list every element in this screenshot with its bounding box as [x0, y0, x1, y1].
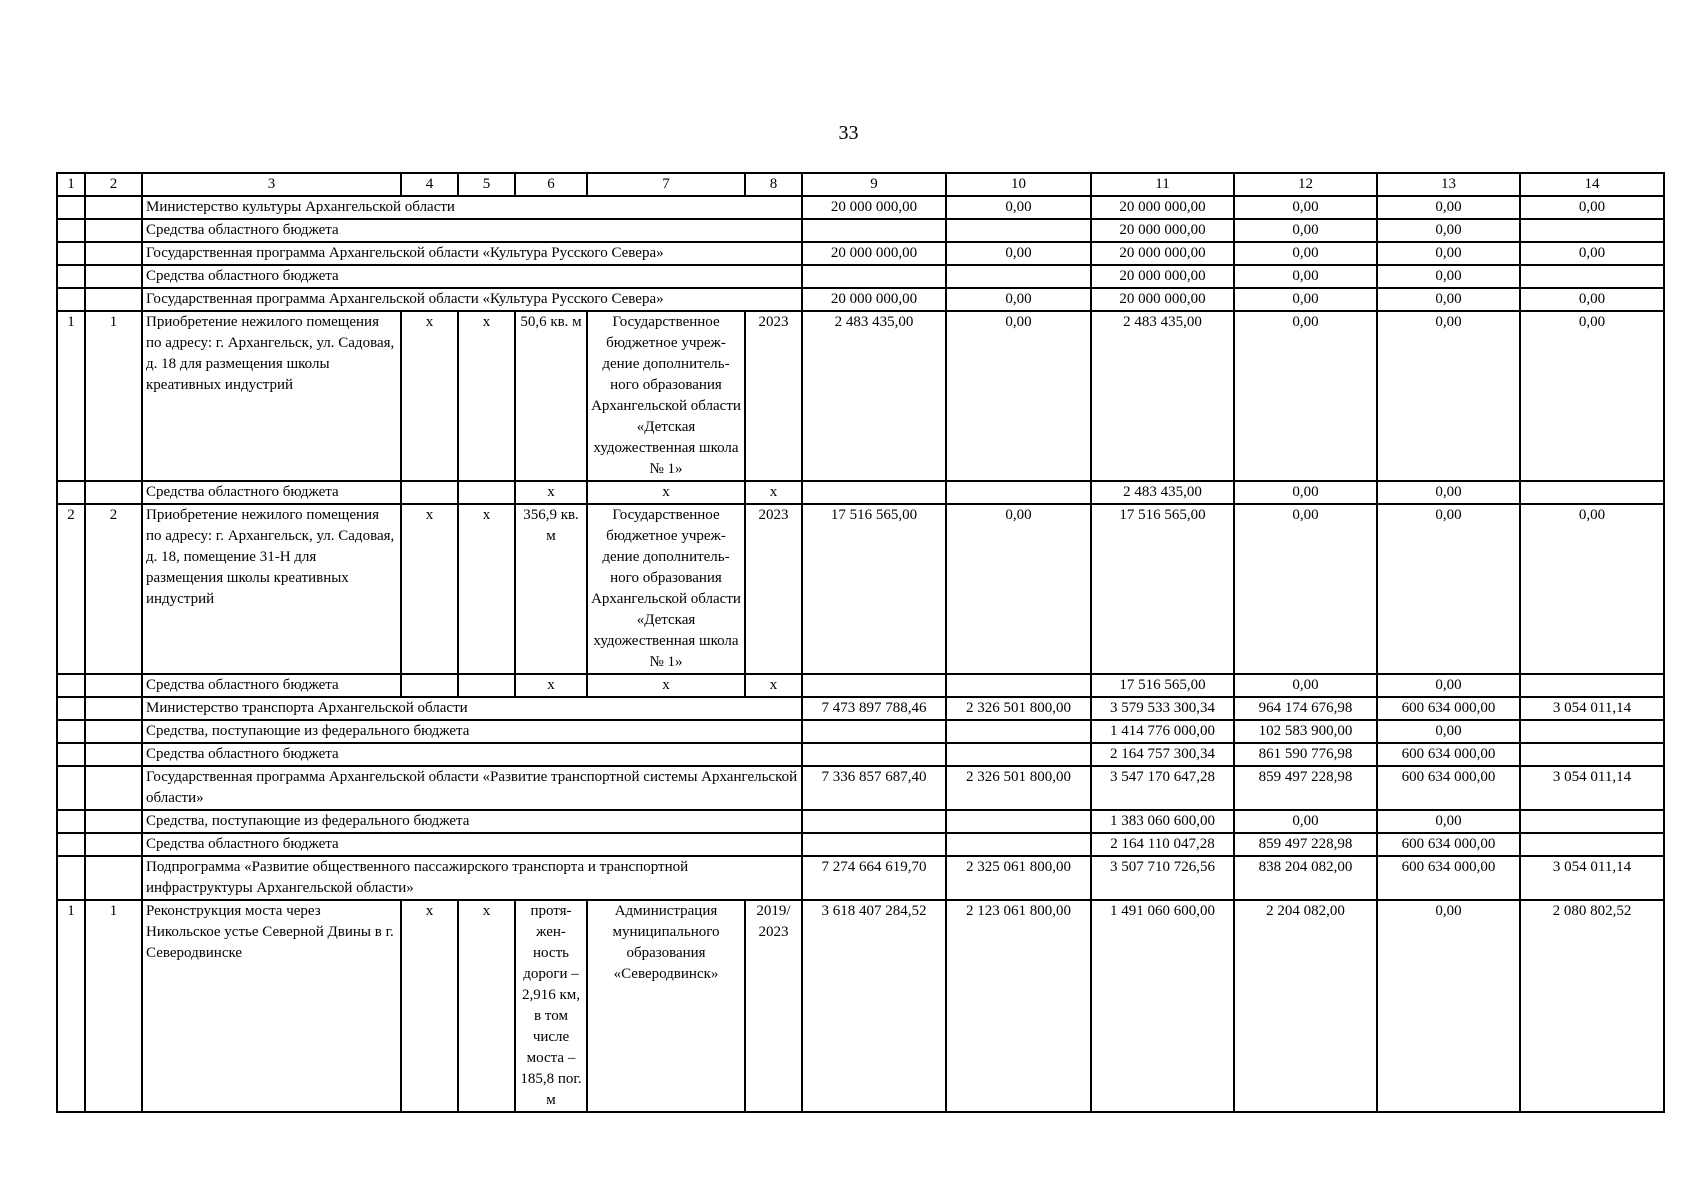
cell — [946, 833, 1091, 856]
cell-c13: 0,00 — [1377, 242, 1520, 265]
cell — [57, 766, 85, 810]
table-row — [57, 481, 1664, 504]
cell-c5: x — [458, 504, 515, 674]
cell-c13: 0,00 — [1377, 265, 1520, 288]
cell-c2: 1 — [85, 900, 142, 1112]
cell-c12: 0,00 — [1234, 481, 1377, 504]
col-header: 5 — [458, 173, 515, 196]
row-label: Государственная программа Архангельской области «Культура Русского Севера» — [142, 288, 802, 311]
cell-c3: Приобретение нежилого помещения по адресу: г. Архангельск, ул. Садовая, д. 18, помещение 31-Н для размещения школы креативных индустрий — [142, 504, 401, 674]
cell-c14: 3 054 011,14 — [1520, 697, 1664, 720]
cell — [57, 196, 85, 219]
cell-c10: 2 325 061 800,00 — [946, 856, 1091, 900]
cell-c12: 838 204 082,00 — [1234, 856, 1377, 900]
cell-c12: 0,00 — [1234, 674, 1377, 697]
col-header: 11 — [1091, 173, 1234, 196]
cell — [85, 810, 142, 833]
cell-c4: x — [401, 504, 458, 674]
row-label: Подпрограмма «Развитие общественного пассажирского транспорта и транспортной инфраструктуры Архангельской области» — [142, 856, 802, 900]
cell-c1: 1 — [57, 900, 85, 1112]
row-label: Средства областного бюджета — [142, 674, 401, 697]
cell-c6: 50,6 кв. м — [515, 311, 587, 481]
table-row — [57, 810, 1664, 833]
cell-c11: 2 483 435,00 — [1091, 311, 1234, 481]
cell-c14: 3 054 011,14 — [1520, 766, 1664, 810]
cell-c9: 7 473 897 788,46 — [802, 697, 946, 720]
cell-c1: 1 — [57, 311, 85, 481]
cell-c9: 20 000 000,00 — [802, 242, 946, 265]
cell-c8: x — [745, 481, 802, 504]
cell-c10: 2 123 061 800,00 — [946, 900, 1091, 1112]
cell — [85, 833, 142, 856]
table-row — [57, 697, 1664, 720]
cell-c11: 17 516 565,00 — [1091, 504, 1234, 674]
cell-c10 — [946, 265, 1091, 288]
cell-c12: 964 174 676,98 — [1234, 697, 1377, 720]
cell-c8: x — [745, 674, 802, 697]
cell — [57, 481, 85, 504]
cell — [946, 674, 1091, 697]
cell — [802, 481, 946, 504]
col-header: 14 — [1520, 173, 1664, 196]
cell-c10: 0,00 — [946, 196, 1091, 219]
cell-c11: 3 507 710 726,56 — [1091, 856, 1234, 900]
cell-c12: 859 497 228,98 — [1234, 833, 1377, 856]
cell-c14 — [1520, 265, 1664, 288]
cell — [1520, 720, 1664, 743]
cell-c13: 600 634 000,00 — [1377, 766, 1520, 810]
cell-c14: 3 054 011,14 — [1520, 856, 1664, 900]
cell-c14 — [1520, 219, 1664, 242]
cell — [57, 810, 85, 833]
cell-c11: 3 547 170 647,28 — [1091, 766, 1234, 810]
cell-c11: 3 579 533 300,34 — [1091, 697, 1234, 720]
col-header: 1 — [57, 173, 85, 196]
cell-c11: 17 516 565,00 — [1091, 674, 1234, 697]
cell-c13: 600 634 000,00 — [1377, 743, 1520, 766]
cell — [85, 288, 142, 311]
cell-c10 — [946, 219, 1091, 242]
cell-c14: 0,00 — [1520, 311, 1664, 481]
cell-c7: x — [587, 674, 745, 697]
cell-c8: 2019/ 2023 — [745, 900, 802, 1112]
cell-c12: 0,00 — [1234, 810, 1377, 833]
cell — [85, 720, 142, 743]
cell — [85, 481, 142, 504]
cell-c10: 0,00 — [946, 311, 1091, 481]
cell-c8: 2023 — [745, 311, 802, 481]
cell-c11: 20 000 000,00 — [1091, 219, 1234, 242]
cell — [57, 743, 85, 766]
cell — [401, 481, 458, 504]
cell-c14: 0,00 — [1520, 242, 1664, 265]
cell-c2: 2 — [85, 504, 142, 674]
cell-c9: 3 618 407 284,52 — [802, 900, 946, 1112]
col-header: 2 — [85, 173, 142, 196]
cell-c12: 0,00 — [1234, 265, 1377, 288]
cell — [802, 720, 946, 743]
cell-c3: Приобретение нежилого помещения по адресу: г. Архангельск, ул. Садовая, д. 18 для размещения школы креативных индустрий — [142, 311, 401, 481]
cell-c9 — [802, 265, 946, 288]
cell — [57, 242, 85, 265]
col-header: 7 — [587, 173, 745, 196]
cell-c9: 20 000 000,00 — [802, 196, 946, 219]
cell-c11: 2 164 757 300,34 — [1091, 743, 1234, 766]
cell-c12: 0,00 — [1234, 504, 1377, 674]
cell-c13: 0,00 — [1377, 196, 1520, 219]
cell — [57, 219, 85, 242]
cell-c11: 20 000 000,00 — [1091, 242, 1234, 265]
row-label: Средства областного бюджета — [142, 481, 401, 504]
cell — [946, 743, 1091, 766]
cell — [802, 833, 946, 856]
cell — [85, 856, 142, 900]
cell — [85, 219, 142, 242]
row-label: Министерство культуры Архангельской области — [142, 196, 802, 219]
cell — [1520, 743, 1664, 766]
cell-c12: 0,00 — [1234, 311, 1377, 481]
cell — [85, 196, 142, 219]
cell — [946, 481, 1091, 504]
cell-c10: 2 326 501 800,00 — [946, 697, 1091, 720]
col-header: 12 — [1234, 173, 1377, 196]
cell-c5: x — [458, 311, 515, 481]
cell-c13: 0,00 — [1377, 900, 1520, 1112]
cell — [85, 265, 142, 288]
table-row — [57, 242, 1664, 265]
cell-c13: 0,00 — [1377, 810, 1520, 833]
cell-c6: x — [515, 481, 587, 504]
cell — [946, 810, 1091, 833]
cell-c6: x — [515, 674, 587, 697]
cell-c9: 17 516 565,00 — [802, 504, 946, 674]
row-label: Средства, поступающие из федерального бюджета — [142, 720, 802, 743]
cell-c11: 1 491 060 600,00 — [1091, 900, 1234, 1112]
cell — [57, 265, 85, 288]
cell — [1520, 833, 1664, 856]
col-header: 6 — [515, 173, 587, 196]
cell-c7: Администрация муниципального образования «Северодвинск» — [587, 900, 745, 1112]
cell-c14: 0,00 — [1520, 196, 1664, 219]
cell-c13: 0,00 — [1377, 219, 1520, 242]
cell-c11: 1 414 776 000,00 — [1091, 720, 1234, 743]
table-row — [57, 900, 1664, 1112]
cell-c13: 0,00 — [1377, 720, 1520, 743]
cell — [802, 743, 946, 766]
col-header: 8 — [745, 173, 802, 196]
col-header: 10 — [946, 173, 1091, 196]
cell — [57, 856, 85, 900]
cell-c10: 0,00 — [946, 288, 1091, 311]
row-label: Государственная программа Архангельской области «Развитие транспортной системы Архангельской области» — [142, 766, 802, 810]
cell-c6: протя-жен-ность дороги – 2,916 км, в том числе моста – 185,8 пог. м — [515, 900, 587, 1112]
table-row — [57, 196, 1664, 219]
cell — [458, 674, 515, 697]
cell-c9 — [802, 219, 946, 242]
cell — [57, 720, 85, 743]
col-header: 4 — [401, 173, 458, 196]
cell-c2: 1 — [85, 311, 142, 481]
table-row — [57, 674, 1664, 697]
column-number-row — [57, 173, 1664, 196]
cell — [57, 697, 85, 720]
cell-c5: x — [458, 900, 515, 1112]
cell-c12: 0,00 — [1234, 196, 1377, 219]
cell-c10: 0,00 — [946, 242, 1091, 265]
cell-c14: 0,00 — [1520, 504, 1664, 674]
table-row — [57, 311, 1664, 481]
cell — [85, 674, 142, 697]
table-row — [57, 219, 1664, 242]
cell-c4: x — [401, 311, 458, 481]
cell-c11: 1 383 060 600,00 — [1091, 810, 1234, 833]
table-row — [57, 288, 1664, 311]
cell-c7: Государственное бюджетное учреж-дение дополнитель-ного образования Архангельской области «Детская художественная школа № 1» — [587, 504, 745, 674]
row-label: Средства областного бюджета — [142, 219, 802, 242]
cell-c9: 2 483 435,00 — [802, 311, 946, 481]
page-number: 33 — [838, 122, 859, 144]
cell-c3: Реконструкция моста через Никольское устье Северной Двины в г. Северодвинске — [142, 900, 401, 1112]
cell-c9: 20 000 000,00 — [802, 288, 946, 311]
cell — [458, 481, 515, 504]
cell-c9: 7 274 664 619,70 — [802, 856, 946, 900]
cell-c7: Государственное бюджетное учреж-дение дополнитель-ного образования Архангельской области «Детская художественная школа № 1» — [587, 311, 745, 481]
cell-c12: 861 590 776,98 — [1234, 743, 1377, 766]
col-header: 13 — [1377, 173, 1520, 196]
row-label: Средства областного бюджета — [142, 265, 802, 288]
cell-c13: 600 634 000,00 — [1377, 833, 1520, 856]
cell — [802, 674, 946, 697]
cell-c11: 20 000 000,00 — [1091, 196, 1234, 219]
cell-c11: 20 000 000,00 — [1091, 288, 1234, 311]
cell — [57, 288, 85, 311]
cell — [85, 766, 142, 810]
cell — [57, 674, 85, 697]
table-row — [57, 743, 1664, 766]
budget-table — [56, 172, 1665, 1113]
cell — [401, 674, 458, 697]
cell-c11: 2 164 110 047,28 — [1091, 833, 1234, 856]
row-label: Министерство транспорта Архангельской области — [142, 697, 802, 720]
table-row — [57, 720, 1664, 743]
cell-c13: 600 634 000,00 — [1377, 697, 1520, 720]
cell-c13: 0,00 — [1377, 504, 1520, 674]
row-label: Государственная программа Архангельской области «Культура Русского Севера» — [142, 242, 802, 265]
col-header: 3 — [142, 173, 401, 196]
cell-c4: x — [401, 900, 458, 1112]
cell — [1520, 674, 1664, 697]
cell — [946, 720, 1091, 743]
cell-c8: 2023 — [745, 504, 802, 674]
cell-c7: x — [587, 481, 745, 504]
cell-c13: 0,00 — [1377, 481, 1520, 504]
table-row — [57, 504, 1664, 674]
table-row — [57, 265, 1664, 288]
cell-c14: 0,00 — [1520, 288, 1664, 311]
cell-c14: 2 080 802,52 — [1520, 900, 1664, 1112]
table-row — [57, 833, 1664, 856]
cell — [802, 810, 946, 833]
cell — [57, 833, 85, 856]
cell-c12: 2 204 082,00 — [1234, 900, 1377, 1112]
cell — [1520, 810, 1664, 833]
row-label: Средства областного бюджета — [142, 743, 802, 766]
cell — [85, 743, 142, 766]
cell-c12: 102 583 900,00 — [1234, 720, 1377, 743]
cell-c10: 0,00 — [946, 504, 1091, 674]
cell-c12: 0,00 — [1234, 242, 1377, 265]
cell-c12: 0,00 — [1234, 219, 1377, 242]
cell-c13: 0,00 — [1377, 311, 1520, 481]
cell — [1520, 481, 1664, 504]
cell-c12: 0,00 — [1234, 288, 1377, 311]
table-row — [57, 766, 1664, 810]
cell-c13: 0,00 — [1377, 674, 1520, 697]
cell-c12: 859 497 228,98 — [1234, 766, 1377, 810]
cell-c13: 0,00 — [1377, 288, 1520, 311]
cell-c1: 2 — [57, 504, 85, 674]
cell — [85, 697, 142, 720]
cell-c9: 7 336 857 687,40 — [802, 766, 946, 810]
cell — [85, 242, 142, 265]
cell-c11: 20 000 000,00 — [1091, 265, 1234, 288]
table-row — [57, 856, 1664, 900]
cell-c10: 2 326 501 800,00 — [946, 766, 1091, 810]
cell-c6: 356,9 кв. м — [515, 504, 587, 674]
col-header: 9 — [802, 173, 946, 196]
cell-c13: 600 634 000,00 — [1377, 856, 1520, 900]
cell-c11: 2 483 435,00 — [1091, 481, 1234, 504]
row-label: Средства, поступающие из федерального бюджета — [142, 810, 802, 833]
row-label: Средства областного бюджета — [142, 833, 802, 856]
